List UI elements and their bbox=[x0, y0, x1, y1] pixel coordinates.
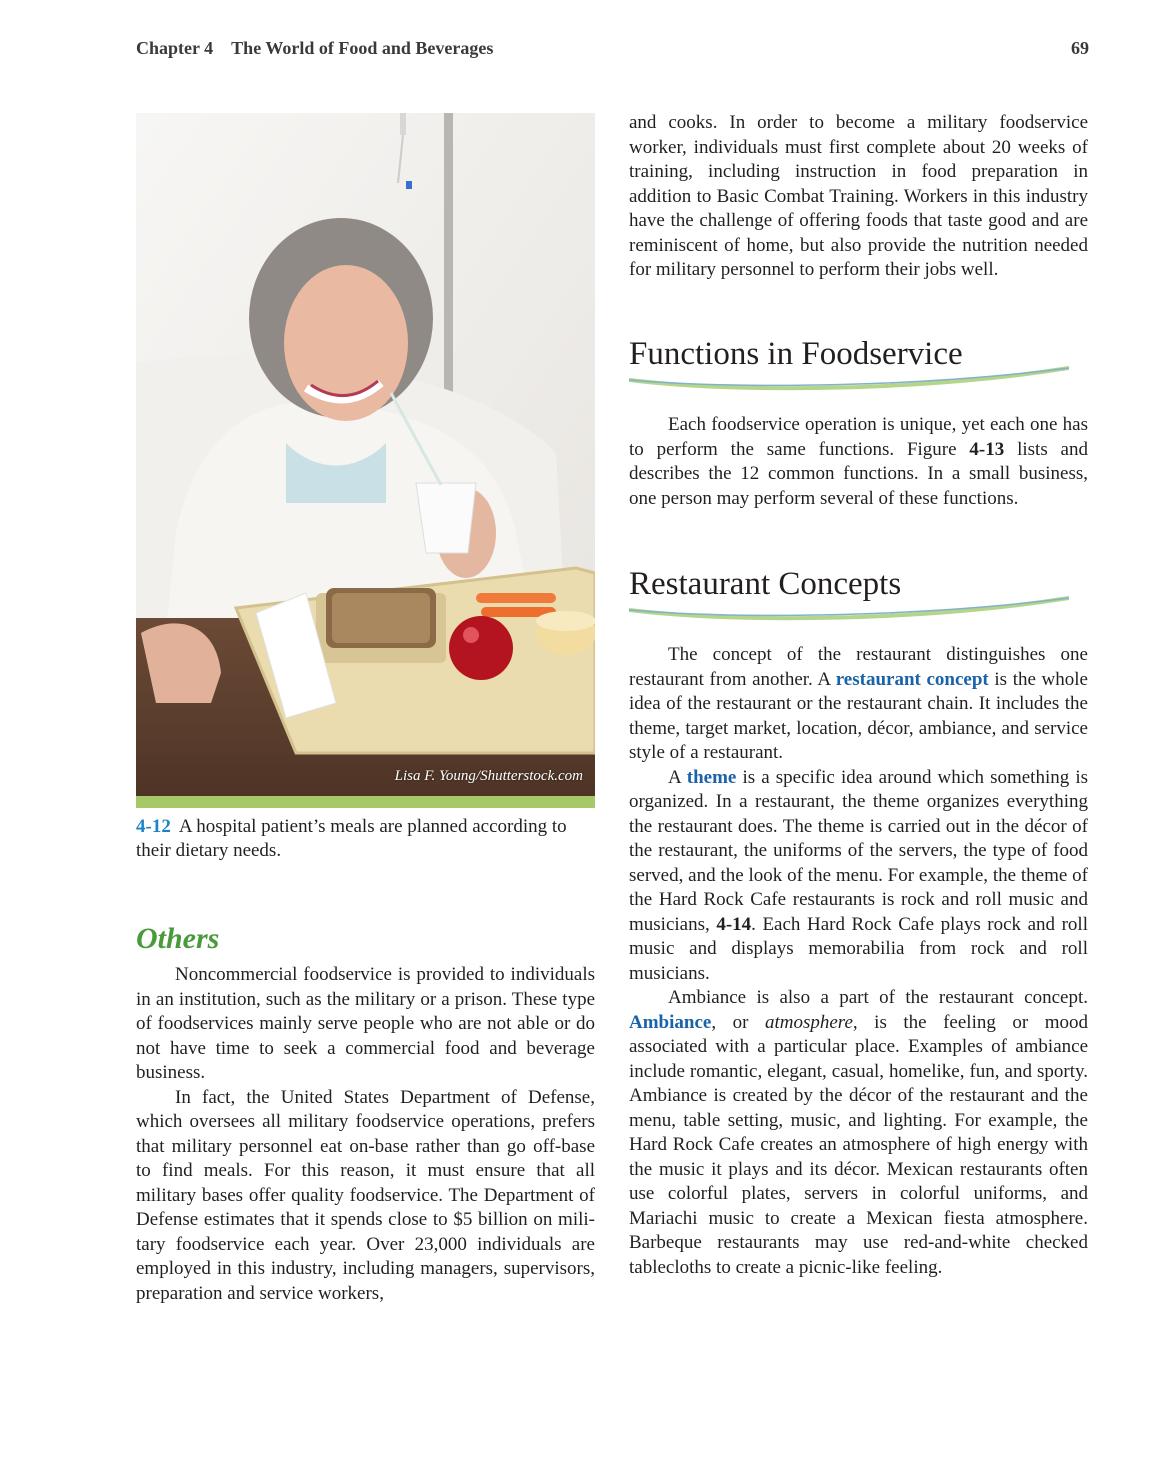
functions-text-b: lists and describes the 12 common functions. In a small business, one person may perform several of these functions. bbox=[629, 438, 1088, 509]
figure-caption bbox=[136, 815, 595, 863]
concepts-p1-text-b: is the whole idea of the restaurant or the restaurant chain. It includes the theme, target market, location, décor, ambiance, and service style of a restaurant. bbox=[629, 668, 1088, 763]
chapter-title: The World of Food and Beverages bbox=[231, 38, 494, 58]
concepts-paragraph-1 bbox=[629, 643, 1088, 766]
page-number: 69 bbox=[1071, 38, 1089, 58]
concepts-p1-text-a: The concept of the restaurant distinguishes one restaurant from another. A bbox=[629, 644, 1088, 690]
concepts-heading-swoosh bbox=[629, 596, 1069, 626]
concepts-p3-text-c: , is the feeling or mood associated with a particular place. Examples of ambiance include romantic, elegant, casual, homelike, fun, and sporty. Ambiance is created by the décor of the restaurant and the menu, table setting, music, and lighting. For example, the Hard Rock Cafe creates an atmosphere of high energy with the music it plays and its décor. Mexican restaurants often use colorful plates, servers in colorful uniforms, and Mariachi music to create a Mexican fiesta atmosphere. Barbeque restaurants may use red-and-white checked tablecloths to create a picnic-like feeling. bbox=[629, 1011, 1088, 1278]
figure-ref-4-14: 4-14 bbox=[716, 913, 752, 935]
functions-heading: Functions in Foodservice bbox=[629, 336, 963, 372]
concepts-p2-text-b: is a specific idea around which something is organized. In a restaurant, the theme organizes everything the restaurant does. The theme is carried out in the décor of the restaurant, the uniforms of the servers, the type of food served, and the look of the menu. For example, the theme of the Hard Rock Cafe restaurants is rock and roll music and musicians, bbox=[629, 766, 1088, 935]
photo-credit: Lisa F. Young/Shutterstock.com bbox=[394, 768, 583, 784]
figure-photo-hospital-patient bbox=[136, 113, 595, 796]
others-heading: Others bbox=[136, 922, 220, 955]
running-header bbox=[136, 38, 1089, 64]
concepts-p3-text-a: Ambiance is also a part of the restaurant concept. bbox=[668, 987, 1088, 1008]
chapter-number: Chapter 4 bbox=[136, 38, 214, 58]
concepts-paragraph-3 bbox=[629, 986, 1088, 1280]
concepts-heading: Restaurant Concepts bbox=[629, 566, 902, 602]
concepts-p2-text-c: . Each Hard Rock Cafe plays rock and roll music and displays memorabilia from rock and roll musicians. bbox=[629, 913, 1088, 984]
others-paragraph-1: Noncommercial foodservice is provided to individuals in an institution, such as the military or a prison. These type of foodservices mainly serve people who are not able or do not have time to seek a commercial food and beverage business. bbox=[136, 964, 595, 1083]
others-body bbox=[136, 963, 595, 1306]
concepts-body bbox=[629, 643, 1088, 1280]
photo-accent-bar bbox=[136, 796, 595, 808]
term-restaurant-concept: restaurant concept bbox=[835, 668, 989, 690]
concepts-p3-text-b: , or bbox=[711, 1011, 765, 1033]
functions-body bbox=[629, 413, 1088, 511]
term-ambiance: Ambiance bbox=[629, 1011, 712, 1033]
figure-caption-text: A hospital patient’s meals are planned according to their dietary needs. bbox=[136, 816, 567, 861]
others-paragraph-2-continued: and cooks. In order to become a military foodservice worker, individuals must first complete about 20 weeks of training, including instruction in food preparation in addition to Basic Combat Training. Workers in this industry have the challenge of offering foods that taste good and are reminiscent of home, but also provide the nutrition needed for military personnel to perform their jobs well. bbox=[629, 112, 1088, 280]
functions-paragraph-1 bbox=[629, 413, 1088, 511]
figure-ref-4-13: 4-13 bbox=[969, 438, 1005, 460]
concepts-paragraph-2 bbox=[629, 766, 1088, 987]
functions-text-a: Each foodservice operation is unique, yet each one has to perform the same functions. Figure bbox=[629, 414, 1088, 460]
chapter-label bbox=[136, 38, 493, 59]
concepts-p2-text-a: A bbox=[668, 766, 687, 788]
photo-illustration bbox=[136, 113, 595, 796]
others-body-continued bbox=[629, 111, 1088, 283]
term-theme: theme bbox=[686, 766, 737, 788]
others-paragraph-2: In fact, the United States Department of Defense, which oversees all military foodservice operations, prefers that military personnel eat on-base rather than go off-base to find meals. For this reason, it must ensure that all military bases offer quality foodservice. The Department of Defense estimates that it spends close to $5 billion on military foodservice each year. Over 23,000 individuals are employed in this industry, including managers, supervisors, preparation and service workers, bbox=[136, 1086, 595, 1304]
functions-heading-swoosh bbox=[629, 366, 1069, 396]
term-atmosphere: atmosphere bbox=[764, 1011, 853, 1033]
figure-number: 4-12 bbox=[136, 816, 171, 837]
